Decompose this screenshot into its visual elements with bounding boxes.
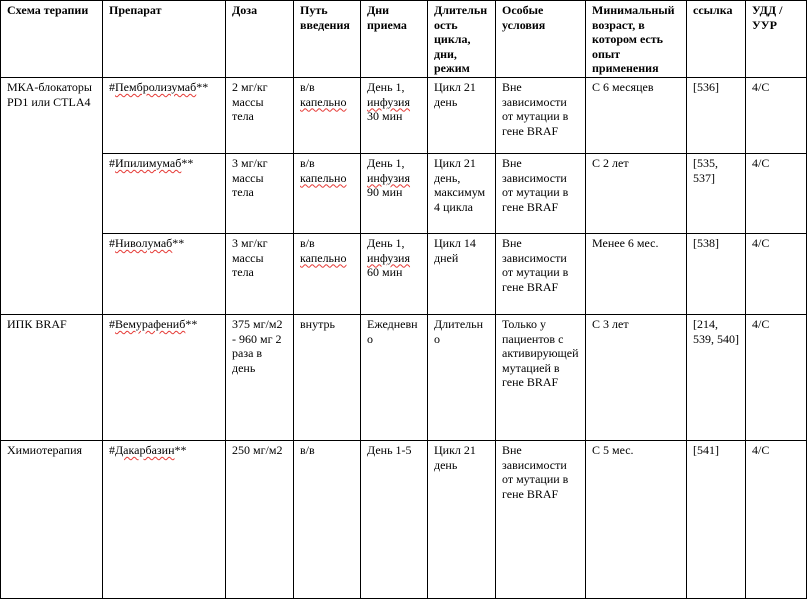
cell-drug xyxy=(103,154,226,234)
cell-conditions: Вне зависимости от мутации в гене BRAF xyxy=(496,78,586,154)
cell-udd: 4/С xyxy=(746,441,807,599)
cell-dose: 250 мг/м2 xyxy=(226,441,294,599)
days-text-flagged: инфузия xyxy=(367,170,411,185)
days-text-flagged: инфузия xyxy=(367,94,411,109)
drug-prefix: # xyxy=(109,443,115,457)
drug-prefix: # xyxy=(109,317,115,331)
cell-route xyxy=(294,234,361,315)
cell-cycle: Цикл 21 день, максимум 4 цикла xyxy=(428,154,496,234)
cell-udd: 4/С xyxy=(746,234,807,315)
days-text-end: 90 мин xyxy=(367,185,403,200)
cell-days: Ежедневно xyxy=(361,315,428,441)
cell-drug xyxy=(103,234,226,315)
route-text: в/в xyxy=(300,156,315,170)
cell-days: День 1-5 xyxy=(361,441,428,599)
cell-route: внутрь xyxy=(294,315,361,441)
cell-scheme: МКА-блокаторы PD1 или CTLA4 xyxy=(1,78,103,154)
days-text-end: 30 мин xyxy=(367,109,403,124)
cell-dose: 3 мг/кг массы тела xyxy=(226,154,294,234)
cell-cycle: Цикл 21 день xyxy=(428,78,496,154)
cell-drug xyxy=(103,441,226,599)
cell-min-age: С 5 мес. xyxy=(586,441,687,599)
cell-cycle: Цикл 14 дней xyxy=(428,234,496,315)
drug-suffix: ** xyxy=(174,443,187,457)
days-text: День 1, xyxy=(367,236,405,250)
cell-ref: [214, 539, 540] xyxy=(687,315,746,441)
cell-udd: 4/С xyxy=(746,315,807,441)
drug-name: Ипилимумаб xyxy=(115,156,182,170)
cell-scheme-empty xyxy=(1,154,103,234)
cell-scheme: Химиотерапия xyxy=(1,441,103,599)
table-row xyxy=(1,78,807,154)
drug-name: Вемурафениб xyxy=(115,317,186,331)
drug-prefix: # xyxy=(109,80,115,94)
drug-suffix: ** xyxy=(185,317,198,331)
cell-min-age: С 3 лет xyxy=(586,315,687,441)
table-row xyxy=(1,315,807,441)
drug-prefix: # xyxy=(109,156,115,170)
drug-suffix: ** xyxy=(196,80,209,94)
header-drug: Препарат xyxy=(103,1,226,78)
cell-udd: 4/С xyxy=(746,78,807,154)
cell-days xyxy=(361,78,428,154)
cell-ref: [535, 537] xyxy=(687,154,746,234)
drug-suffix: ** xyxy=(181,156,194,170)
header-dose: Доза xyxy=(226,1,294,78)
cell-min-age: Менее 6 мес. xyxy=(586,234,687,315)
cell-scheme-empty xyxy=(1,234,103,315)
cell-route xyxy=(294,154,361,234)
drug-name: Ниволумаб xyxy=(115,236,173,250)
route-text-flagged: капельно xyxy=(300,94,347,109)
cell-conditions: Только у пациентов с активирующей мутацией в гене BRAF xyxy=(496,315,586,441)
cell-route xyxy=(294,78,361,154)
days-text: День 1, xyxy=(367,156,405,170)
header-cycle: Длительность цикла, дни, режим xyxy=(428,1,496,78)
cell-conditions: Вне зависимости от мутации в гене BRAF xyxy=(496,154,586,234)
header-min-age: Минимальный возраст, в котором есть опыт применения xyxy=(586,1,687,78)
cell-dose: 3 мг/кг массы тела xyxy=(226,234,294,315)
cell-scheme: ИПК BRAF xyxy=(1,315,103,441)
header-ref: ссылка xyxy=(687,1,746,78)
header-row xyxy=(1,1,807,78)
header-conditions: Особые условия xyxy=(496,1,586,78)
cell-cycle: Цикл 21 день xyxy=(428,441,496,599)
drug-name: Дакарбазин xyxy=(115,443,175,457)
cell-ref: [538] xyxy=(687,234,746,315)
cell-ref: [541] xyxy=(687,441,746,599)
route-text-flagged: капельно xyxy=(300,250,347,265)
header-days: Дни приема xyxy=(361,1,428,78)
cell-dose: 2 мг/кг массы тела xyxy=(226,78,294,154)
cell-route: в/в xyxy=(294,441,361,599)
route-text: в/в xyxy=(300,236,315,250)
cell-conditions: Вне зависимости от мутации в гене BRAF xyxy=(496,234,586,315)
cell-conditions: Вне зависимости от мутации в гене BRAF xyxy=(496,441,586,599)
header-udd: УДД / УУР xyxy=(746,1,807,78)
table-row xyxy=(1,234,807,315)
cell-dose: 375 мг/м2 - 960 мг 2 раза в день xyxy=(226,315,294,441)
cell-drug xyxy=(103,78,226,154)
drug-prefix: # xyxy=(109,236,115,250)
cell-cycle: Длительно xyxy=(428,315,496,441)
days-text-flagged: инфузия xyxy=(367,250,411,265)
route-text: в/в xyxy=(300,80,315,94)
cell-udd: 4/С xyxy=(746,154,807,234)
cell-drug xyxy=(103,315,226,441)
cell-days xyxy=(361,154,428,234)
cell-ref: [536] xyxy=(687,78,746,154)
header-scheme: Схема терапии xyxy=(1,1,103,78)
route-text-flagged: капельно xyxy=(300,170,347,185)
table-row xyxy=(1,441,807,599)
drug-suffix: ** xyxy=(172,236,185,250)
cell-min-age: С 2 лет xyxy=(586,154,687,234)
drug-name: Пембролизумаб xyxy=(115,80,197,94)
days-text-end: 60 мин xyxy=(367,265,403,280)
header-route: Путь введения xyxy=(294,1,361,78)
cell-days xyxy=(361,234,428,315)
table-row xyxy=(1,154,807,234)
days-text: День 1, xyxy=(367,80,405,94)
cell-min-age: С 6 месяцев xyxy=(586,78,687,154)
